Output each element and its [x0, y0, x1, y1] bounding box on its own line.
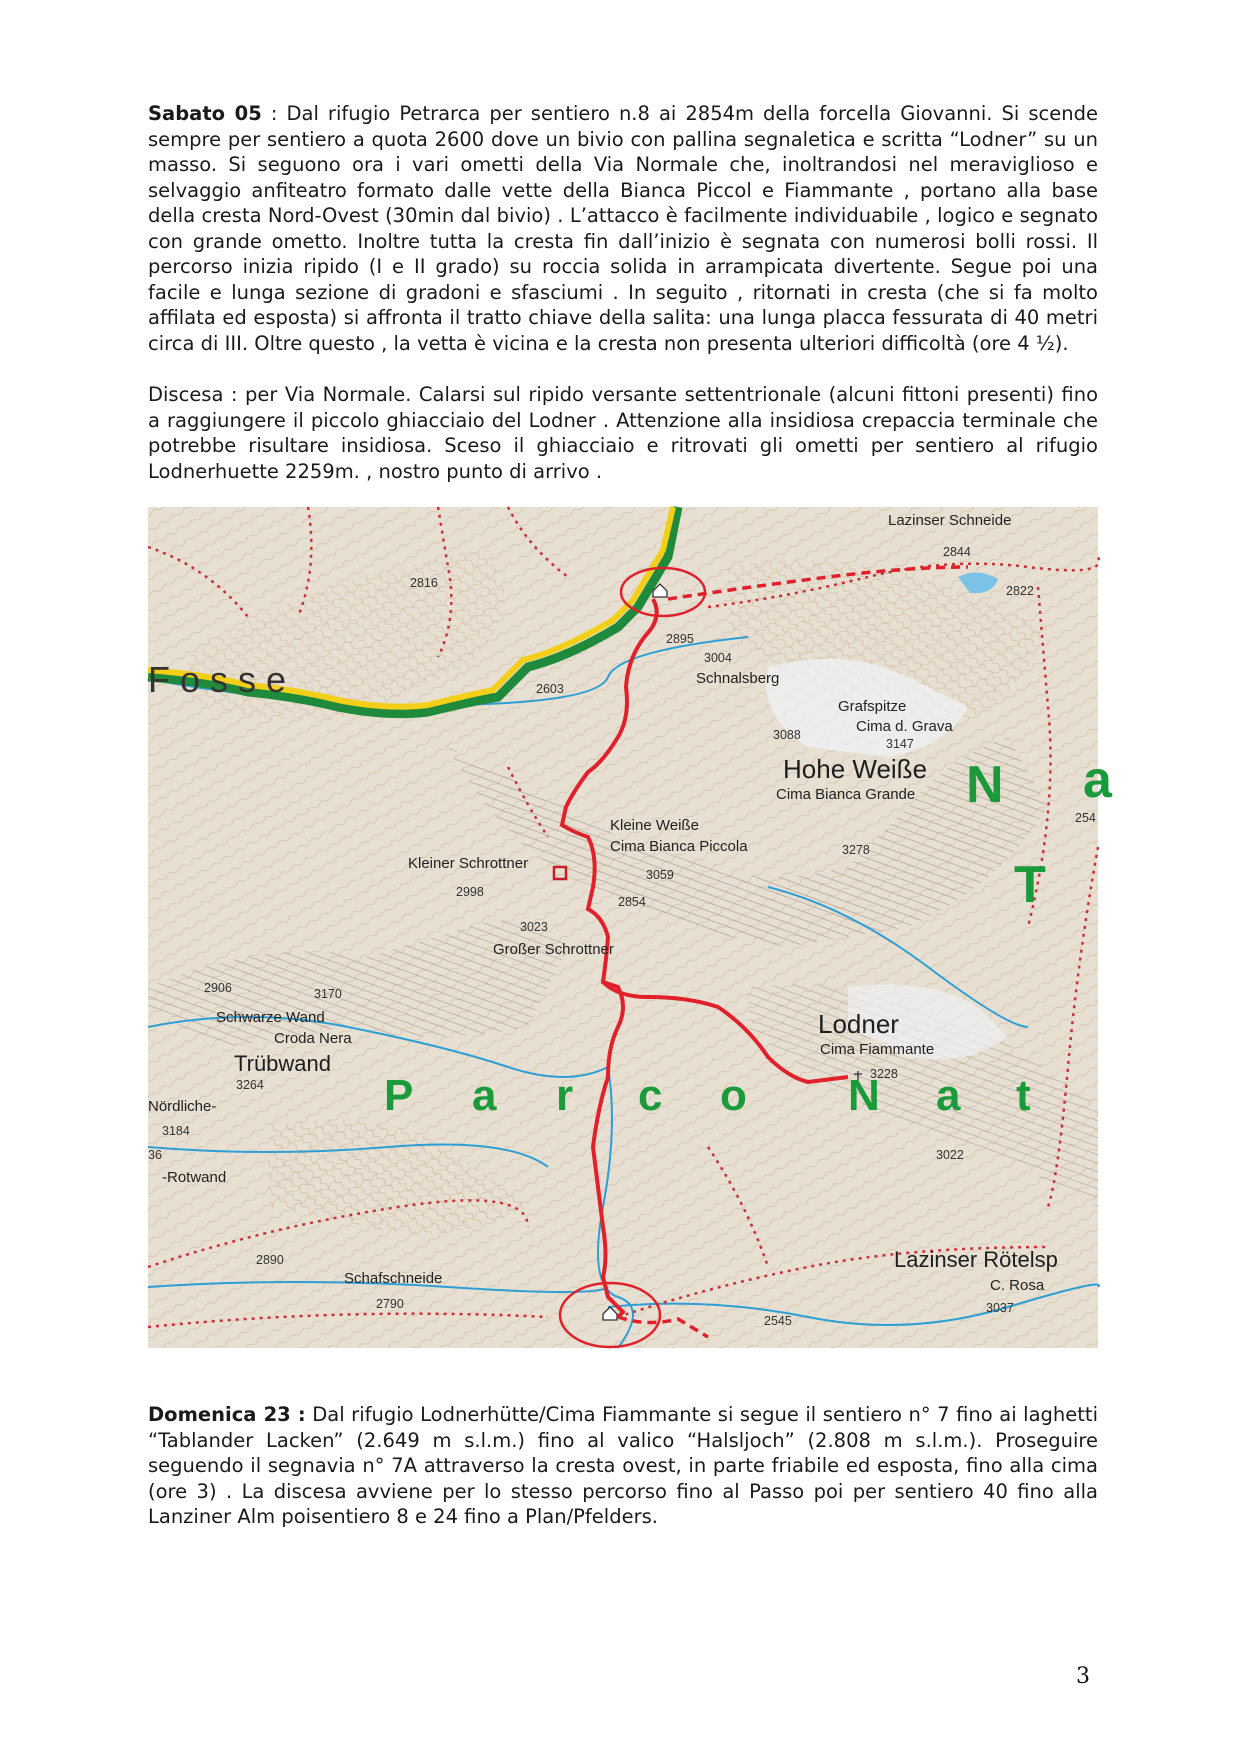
label-parco-p: P: [384, 1071, 414, 1120]
alt-3022: 3022: [936, 1148, 964, 1162]
alt-2603: 2603: [536, 682, 564, 696]
label-parco-t: t: [1016, 1071, 1031, 1120]
sunday-text: Dal rifugio Lodnerhütte/Cima Fiammante si segue il sentiero n° 7 fino ai laghetti “Tablander Lacken” (2.649 m s.l.m.) fino al valico “Halsljoch” (2.808 m s.l.m.). Proseguire seguendo il segnavia n° 7A attraverso la cresta ovest, in parte friabile ed esposta, fino alla cima (ore 3) . La discesa avviene per lo stesso percorso fino al Passo poi per sentiero 40 fino alla Lanziner Alm poisentiero 8 e 24 fino a Plan/Pfelders.: [148, 1403, 1098, 1528]
alt-3004: 3004: [704, 651, 732, 665]
alt-3023: 3023: [520, 920, 548, 934]
alt-2822: 2822: [1006, 584, 1034, 598]
saturday-paragraph: [148, 101, 1098, 356]
label-big-t: T: [1014, 856, 1046, 914]
label-kleine-weisse: Kleine Weiße: [610, 817, 699, 834]
label-parco-a2: a: [936, 1071, 961, 1120]
alt-2998: 2998: [456, 885, 484, 899]
label-parco-r: r: [556, 1071, 574, 1120]
label-fosse: F o s s e: [148, 659, 287, 700]
label-cima-grava: Cima d. Grava: [856, 718, 953, 735]
label-lazinser-schneide: Lazinser Schneide: [888, 512, 1012, 529]
route-map: [148, 507, 1112, 1348]
alt-2844: 2844: [943, 545, 971, 559]
label-big-n: N: [966, 756, 1004, 814]
label-nordliche: Nördliche-: [148, 1098, 217, 1115]
label-grosser-schrottner: Großer Schrottner: [493, 941, 614, 958]
label-grafspitze: Grafspitze: [838, 698, 907, 715]
alt-2854: 2854: [618, 895, 646, 909]
alt-36: 36: [148, 1148, 162, 1162]
label-cima-bianca-grande: Cima Bianca Grande: [776, 786, 916, 803]
alt-3184: 3184: [162, 1124, 190, 1138]
label-cima-bianca-piccola: Cima Bianca Piccola: [610, 838, 748, 855]
label-schafschneide: Schafschneide: [344, 1270, 443, 1287]
alt-3147: 3147: [886, 737, 914, 751]
alt-2906: 2906: [204, 981, 232, 995]
label-croda-nera: Croda Nera: [274, 1030, 352, 1047]
label-parco-a: a: [472, 1071, 497, 1120]
alt-3170: 3170: [314, 987, 342, 1001]
sunday-heading: Domenica 23 :: [148, 1403, 306, 1426]
alt-3228: 3228: [870, 1067, 898, 1081]
label-edge-a: a: [1083, 751, 1112, 809]
label-kleiner-schrottner: Kleiner Schrottner: [408, 855, 529, 872]
label-lazinser-rotelsp: Lazinser Rötelsp: [894, 1247, 1058, 1272]
alt-2790: 2790: [376, 1297, 404, 1311]
label-schnalsberg: Schnalsberg: [696, 670, 780, 687]
label-hohe-weisse: Hohe Weiße: [783, 754, 928, 784]
alt-3264: 3264: [236, 1078, 264, 1092]
saturday-text: : Dal rifugio Petrarca per sentiero n.8 ai 2854m della forcella Giovanni. Si scende sempre per sentiero a quota 2600 dove un bivio con pallina segnaletica e scritta “Lodner” su un masso. Si seguono ora i vari ometti della Via Normale che, inoltrandosi nel meraviglioso e selvaggio anfiteatro formato dalle vette della Bianca Piccol e Fiammante , portano alla base della cresta Nord-Ovest (30min dal bivio) . L’attacco è facilmente individuabile , logico e segnato con grande ometto. Inoltre tutta la cresta fin dall’inizio è segnata con numerosi bolli rossi. Il percorso inizia ripido (I e II grado) su roccia solida in arrampicata divertente. Segue poi una facile e lunga sezione di gradoni e sfasciumi . In seguito , ritornati in cresta (che si fa molto affilata ed esposta) si affronta il tratto chiave della salita: una lunga placca fessurata di 40 metri circa di III. Oltre questo , la vetta è vicina e la cresta non presenta ulteriori difficoltà (ore 4 ½).: [148, 102, 1098, 355]
label-parco-o: o: [720, 1071, 747, 1120]
label-lodner: Lodner: [818, 1009, 899, 1039]
saturday-heading: Sabato 05: [148, 102, 262, 125]
alt-3278: 3278: [842, 843, 870, 857]
descent-paragraph: Discesa : per Via Normale. Calarsi sul ripido versante settentrionale (alcuni fittoni presenti) fino a raggiungere il piccolo ghiacciaio del Lodner . Attenzione alla insidiosa crepaccia terminale che potrebbe risultare insidiosa. Sceso il ghiacciaio e ritrovati gli ometti per sentiero al rifugio Lodnerhuette 2259m. , nostro punto di arrivo .: [148, 383, 1098, 483]
alt-3037: 3037: [986, 1301, 1014, 1315]
label-parco-n: N: [848, 1071, 880, 1120]
alt-2545: 2545: [764, 1314, 792, 1328]
label-parco-c: c: [638, 1071, 663, 1120]
alt-254: 254: [1075, 811, 1096, 825]
label-schwarze-wand: Schwarze Wand: [216, 1009, 325, 1026]
label-cima-fiammante: Cima Fiammante: [820, 1041, 935, 1058]
alt-3088: 3088: [773, 728, 801, 742]
alt-2890: 2890: [256, 1253, 284, 1267]
alt-2816: 2816: [410, 576, 438, 590]
label-trubwand: Trübwand: [234, 1051, 332, 1076]
alt-3059: 3059: [646, 868, 674, 882]
label-rotwand: -Rotwand: [162, 1169, 227, 1186]
sunday-paragraph: [148, 1402, 1098, 1530]
page-number: 3: [1076, 1664, 1090, 1689]
label-c-rosa: C. Rosa: [990, 1277, 1045, 1294]
alt-2895: 2895: [666, 632, 694, 646]
